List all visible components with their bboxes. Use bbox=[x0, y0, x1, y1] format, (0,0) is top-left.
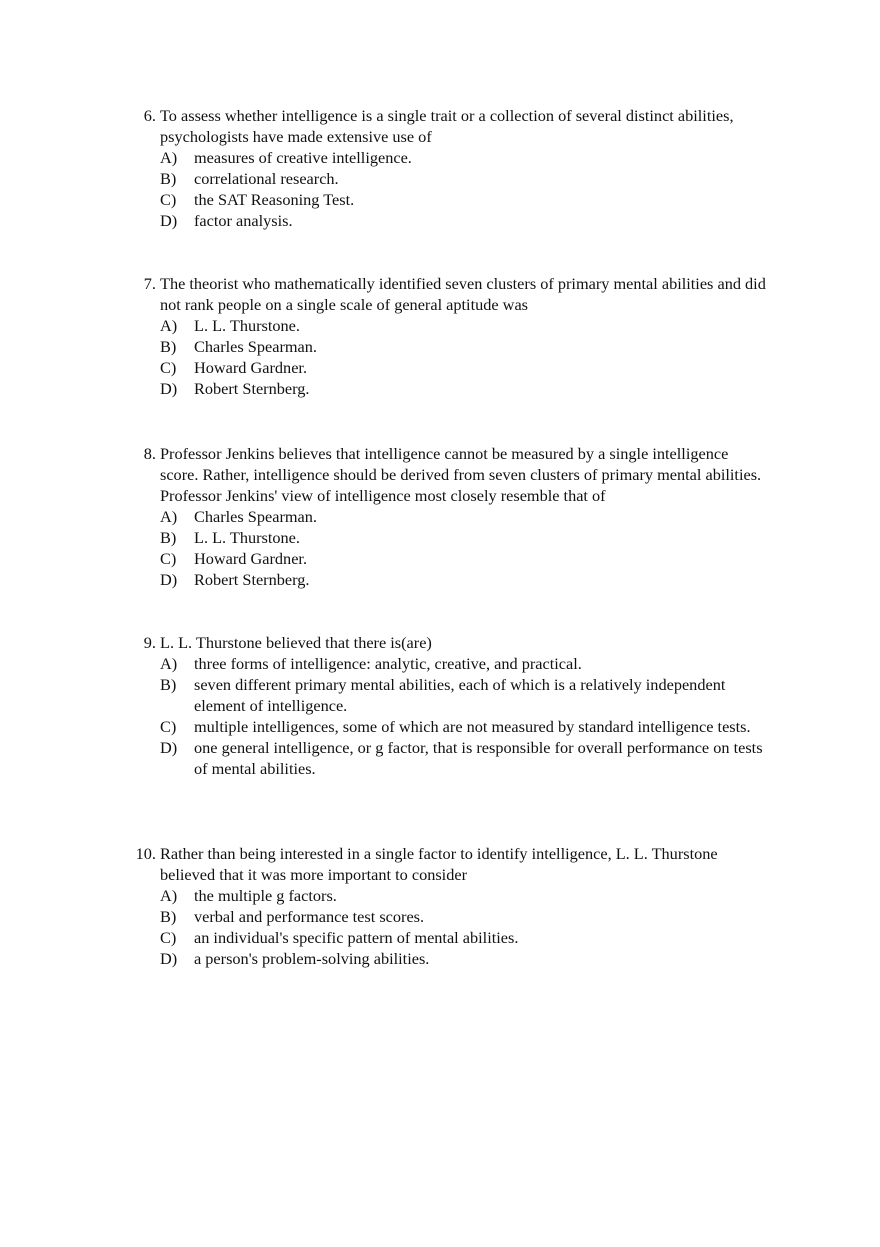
option-text: Howard Gardner. bbox=[194, 358, 308, 377]
option-text: the multiple g factors. bbox=[194, 886, 337, 905]
question-stem: Rather than being interested in a single factor to identify intelligence, L. L. Thurstone believed that it was more important to consider bbox=[160, 844, 722, 884]
option-letter: D) bbox=[160, 211, 178, 230]
answer-option-d bbox=[0, 569, 764, 590]
question-stem: L. L. Thurstone believed that there is(are) bbox=[160, 633, 432, 652]
option-text: one general intelligence, or g factor, that is responsible for overall performance on tests of mental abilities. bbox=[194, 738, 763, 778]
question-6 bbox=[0, 105, 880, 231]
option-text: an individual's specific pattern of mental abilities. bbox=[194, 928, 519, 947]
question-stem-row bbox=[0, 632, 770, 653]
question-stem: Professor Jenkins believes that intelligence cannot be measured by a single intelligence score. Rather, intelligence should be derived from seven clusters of primary mental abilities. Professor Jenkins' view of intelligence most closely resemble that of bbox=[160, 444, 778, 505]
question-stem-row bbox=[0, 105, 770, 147]
answer-option-c bbox=[0, 548, 764, 569]
option-letter: C) bbox=[160, 190, 177, 209]
answer-options bbox=[0, 315, 880, 399]
option-text: three forms of intelligence: analytic, creative, and practical. bbox=[194, 654, 582, 673]
option-text: L. L. Thurstone. bbox=[194, 316, 300, 335]
option-letter: A) bbox=[160, 316, 178, 335]
answer-option-d bbox=[0, 378, 764, 399]
question-10 bbox=[0, 843, 880, 969]
option-text: a person's problem-solving abilities. bbox=[194, 949, 430, 968]
question-number: 10. bbox=[135, 844, 156, 863]
question-stem-row bbox=[0, 443, 778, 506]
question-8 bbox=[0, 443, 880, 590]
option-letter: C) bbox=[160, 358, 177, 377]
answer-option-d bbox=[0, 948, 764, 969]
option-text: Charles Spearman. bbox=[194, 507, 317, 526]
option-letter: D) bbox=[160, 738, 178, 757]
answer-options bbox=[0, 885, 880, 969]
answer-option-a bbox=[0, 506, 764, 527]
option-text: the SAT Reasoning Test. bbox=[194, 190, 355, 209]
option-letter: D) bbox=[160, 949, 178, 968]
answer-option-c bbox=[0, 927, 764, 948]
question-number: 7. bbox=[143, 274, 156, 293]
answer-option-a bbox=[0, 147, 764, 168]
question-stem-row bbox=[0, 273, 770, 315]
question-number: 8. bbox=[143, 444, 156, 463]
question-9 bbox=[0, 632, 880, 779]
option-letter: A) bbox=[160, 654, 178, 673]
answer-option-a bbox=[0, 653, 764, 674]
question-stem: To assess whether intelligence is a single trait or a collection of several distinct abilities, psychologists have made extensive use of bbox=[160, 106, 738, 146]
question-stem: The theorist who mathematically identified seven clusters of primary mental abilities and did not rank people on a single scale of general aptitude was bbox=[160, 274, 770, 314]
option-text: Robert Sternberg. bbox=[194, 379, 310, 398]
option-letter: D) bbox=[160, 570, 178, 589]
answer-option-b bbox=[0, 336, 764, 357]
answer-option-c bbox=[0, 189, 764, 210]
option-text: Robert Sternberg. bbox=[194, 570, 310, 589]
option-letter: C) bbox=[160, 717, 177, 736]
option-text: multiple intelligences, some of which are not measured by standard intelligence tests. bbox=[194, 717, 751, 736]
option-letter: A) bbox=[160, 148, 178, 167]
option-letter: A) bbox=[160, 507, 178, 526]
question-7 bbox=[0, 273, 880, 399]
option-letter: B) bbox=[160, 169, 177, 188]
question-stem-row bbox=[0, 843, 770, 885]
answer-option-d bbox=[0, 737, 764, 779]
answer-option-d bbox=[0, 210, 764, 231]
option-letter: B) bbox=[160, 675, 177, 694]
answer-option-a bbox=[0, 885, 764, 906]
answer-option-b bbox=[0, 674, 764, 716]
option-text: factor analysis. bbox=[194, 211, 293, 230]
option-text: seven different primary mental abilities, each of which is a relatively independent element of intelligence. bbox=[194, 675, 726, 715]
answer-option-a bbox=[0, 315, 764, 336]
answer-options bbox=[0, 653, 880, 779]
option-text: L. L. Thurstone. bbox=[194, 528, 300, 547]
answer-option-c bbox=[0, 716, 764, 737]
answer-options bbox=[0, 506, 880, 590]
answer-option-b bbox=[0, 906, 764, 927]
option-text: correlational research. bbox=[194, 169, 339, 188]
option-letter: B) bbox=[160, 337, 177, 356]
question-number: 6. bbox=[143, 106, 156, 125]
answer-option-c bbox=[0, 357, 764, 378]
option-text: measures of creative intelligence. bbox=[194, 148, 412, 167]
option-letter: B) bbox=[160, 528, 177, 547]
answer-option-b bbox=[0, 168, 764, 189]
option-text: verbal and performance test scores. bbox=[194, 907, 425, 926]
option-letter: B) bbox=[160, 907, 177, 926]
question-number: 9. bbox=[143, 633, 156, 652]
option-text: Howard Gardner. bbox=[194, 549, 308, 568]
option-letter: A) bbox=[160, 886, 178, 905]
option-text: Charles Spearman. bbox=[194, 337, 317, 356]
option-letter: C) bbox=[160, 549, 177, 568]
answer-option-b bbox=[0, 527, 764, 548]
option-letter: D) bbox=[160, 379, 178, 398]
answer-options bbox=[0, 147, 880, 231]
option-letter: C) bbox=[160, 928, 177, 947]
